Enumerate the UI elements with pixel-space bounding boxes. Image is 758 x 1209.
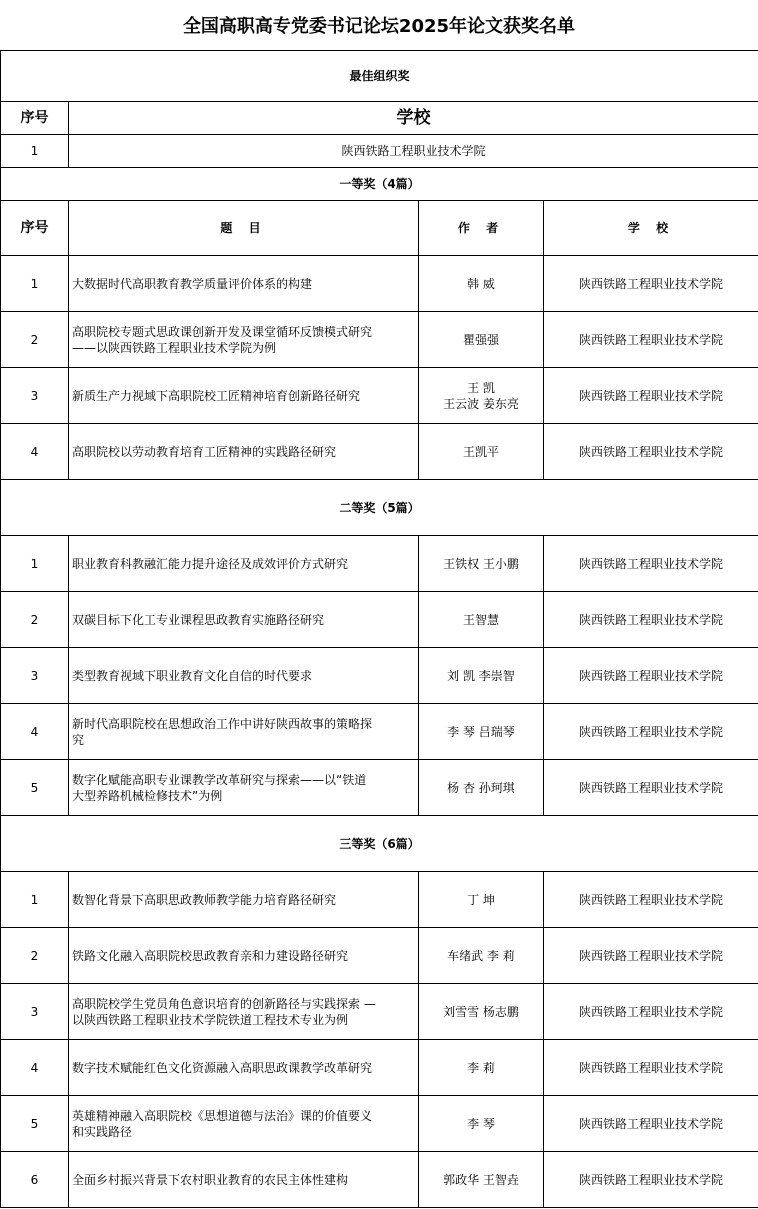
table-row [1, 135, 758, 168]
header-title: 题 目 [69, 201, 419, 256]
row-author: 刘 凯 李崇智 [419, 648, 544, 704]
award-table [0, 50, 758, 1208]
row-no: 3 [1, 984, 69, 1040]
row-author: 郭政华 王智垚 [419, 1152, 544, 1208]
row-school: 陕西铁路工程职业技术学院 [544, 1152, 758, 1208]
row-title: 类型教育视域下职业教育文化自信的时代要求 [69, 648, 419, 704]
table-row [1, 1040, 758, 1096]
row-no: 2 [1, 928, 69, 984]
row-author: 王凯平 [419, 424, 544, 480]
header-no: 序号 [1, 102, 69, 135]
table-row [1, 424, 758, 480]
row-title-line-1: 英雄精神融入高职院校《思想道德与法治》课的价值要义 [72, 1108, 373, 1123]
row-title-line-2: 究 [72, 732, 85, 747]
table-row [1, 592, 758, 648]
table-row [1, 760, 758, 816]
section-title: 三等奖（6篇） [1, 816, 758, 872]
row-author: 车绪武 李 莉 [419, 928, 544, 984]
row-no: 6 [1, 1152, 69, 1208]
row-title-line-1: 新时代高职院校在思想政治工作中讲好陕西故事的策略探 [72, 716, 373, 731]
row-author: 杨 杏 孙珂琪 [419, 760, 544, 816]
section-title: 二等奖（5篇） [1, 480, 758, 536]
row-title [69, 704, 419, 760]
row-school: 陕西铁路工程职业技术学院 [544, 760, 758, 816]
row-school: 陕西铁路工程职业技术学院 [544, 368, 758, 424]
row-title [69, 984, 419, 1040]
section-header-best-org [1, 51, 758, 102]
row-author: 瞿强强 [419, 312, 544, 368]
row-no: 3 [1, 368, 69, 424]
section-header-first-prize [1, 168, 758, 201]
row-title: 数智化背景下高职思政教师教学能力培育路径研究 [69, 872, 419, 928]
row-title-line-2: 大型养路机械检修技术”为例 [72, 788, 223, 803]
table-row [1, 256, 758, 312]
row-school: 陕西铁路工程职业技术学院 [544, 1096, 758, 1152]
table-row [1, 536, 758, 592]
row-author: 李 莉 [419, 1040, 544, 1096]
row-no: 4 [1, 704, 69, 760]
row-title-line-2: ——以陕西铁路工程职业技术学院为例 [72, 340, 277, 355]
table-row [1, 872, 758, 928]
table-row [1, 648, 758, 704]
header-school: 学 校 [544, 201, 758, 256]
row-school: 陕西铁路工程职业技术学院 [544, 704, 758, 760]
row-no: 1 [1, 872, 69, 928]
row-author-line-2: 王云波 姜东亮 [443, 396, 519, 411]
row-no: 4 [1, 424, 69, 480]
row-title [69, 760, 419, 816]
row-no: 5 [1, 760, 69, 816]
row-title [69, 1096, 419, 1152]
row-title: 双碳目标下化工专业课程思政教育实施路径研究 [69, 592, 419, 648]
table-header-row [1, 201, 758, 256]
section-header-second-prize [1, 480, 758, 536]
row-author: 丁 坤 [419, 872, 544, 928]
row-school: 陕西铁路工程职业技术学院 [544, 648, 758, 704]
row-school: 陕西铁路工程职业技术学院 [544, 1040, 758, 1096]
section-title: 最佳组织奖 [1, 51, 758, 102]
row-title: 数字技术赋能红色文化资源融入高职思政课教学改革研究 [69, 1040, 419, 1096]
table-header-row [1, 102, 758, 135]
row-title: 新质生产力视域下高职院校工匠精神培育创新路径研究 [69, 368, 419, 424]
row-no: 1 [1, 256, 69, 312]
row-author: 刘雪雪 杨志鹏 [419, 984, 544, 1040]
row-no: 2 [1, 592, 69, 648]
row-title-line-1: 高职院校专题式思政课创新开发及课堂循环反馈模式研究 [72, 324, 373, 339]
row-no: 4 [1, 1040, 69, 1096]
row-title-line-2: 和实践路径 [72, 1124, 133, 1139]
section-header-third-prize [1, 816, 758, 872]
row-author: 王铁权 王小鹏 [419, 536, 544, 592]
page-title: 全国高职高专党委书记论坛2025年论文获奖名单 [182, 16, 576, 37]
row-school: 陕西铁路工程职业技术学院 [544, 592, 758, 648]
row-title: 大数据时代高职教育教学质量评价体系的构建 [69, 256, 419, 312]
row-author-line-1: 王 凯 [467, 380, 495, 395]
row-school: 陕西铁路工程职业技术学院 [544, 256, 758, 312]
row-school: 陕西铁路工程职业技术学院 [544, 872, 758, 928]
row-author: 王智慧 [419, 592, 544, 648]
section-title: 一等奖（4篇） [1, 168, 758, 201]
row-school: 陕西铁路工程职业技术学院 [544, 424, 758, 480]
header-no: 序号 [1, 201, 69, 256]
row-no: 5 [1, 1096, 69, 1152]
table-row [1, 984, 758, 1040]
table-row [1, 704, 758, 760]
row-school: 陕西铁路工程职业技术学院 [544, 312, 758, 368]
row-no: 1 [1, 135, 69, 168]
row-author: 李 琴 [419, 1096, 544, 1152]
row-school: 陕西铁路工程职业技术学院 [69, 135, 758, 168]
header-school: 学校 [69, 102, 758, 135]
row-title: 职业教育科教融汇能力提升途径及成效评价方式研究 [69, 536, 419, 592]
row-no: 1 [1, 536, 69, 592]
header-author: 作 者 [419, 201, 544, 256]
table-row [1, 312, 758, 368]
table-row [1, 1152, 758, 1208]
row-title: 铁路文化融入高职院校思政教育亲和力建设路径研究 [69, 928, 419, 984]
row-title-line-1: 数字化赋能高职专业课教学改革研究与探索——以“铁道 [72, 772, 367, 787]
row-title: 全面乡村振兴背景下农村职业教育的农民主体性建构 [69, 1152, 419, 1208]
table-row [1, 928, 758, 984]
row-title: 高职院校以劳动教育培育工匠精神的实践路径研究 [69, 424, 419, 480]
table-row [1, 368, 758, 424]
row-title-line-2: 以陕西铁路工程职业技术学院铁道工程技术专业为例 [72, 1012, 349, 1027]
table-row [1, 1096, 758, 1152]
row-no: 2 [1, 312, 69, 368]
row-author: 李 琴 吕瑞琴 [419, 704, 544, 760]
row-no: 3 [1, 648, 69, 704]
row-school: 陕西铁路工程职业技术学院 [544, 984, 758, 1040]
row-title [69, 312, 419, 368]
row-school: 陕西铁路工程职业技术学院 [544, 928, 758, 984]
row-author [419, 368, 544, 424]
row-title-line-1: 高职院校学生党员角色意识培育的创新路径与实践探索 — [72, 996, 376, 1011]
row-author: 韩 威 [419, 256, 544, 312]
row-school: 陕西铁路工程职业技术学院 [544, 536, 758, 592]
